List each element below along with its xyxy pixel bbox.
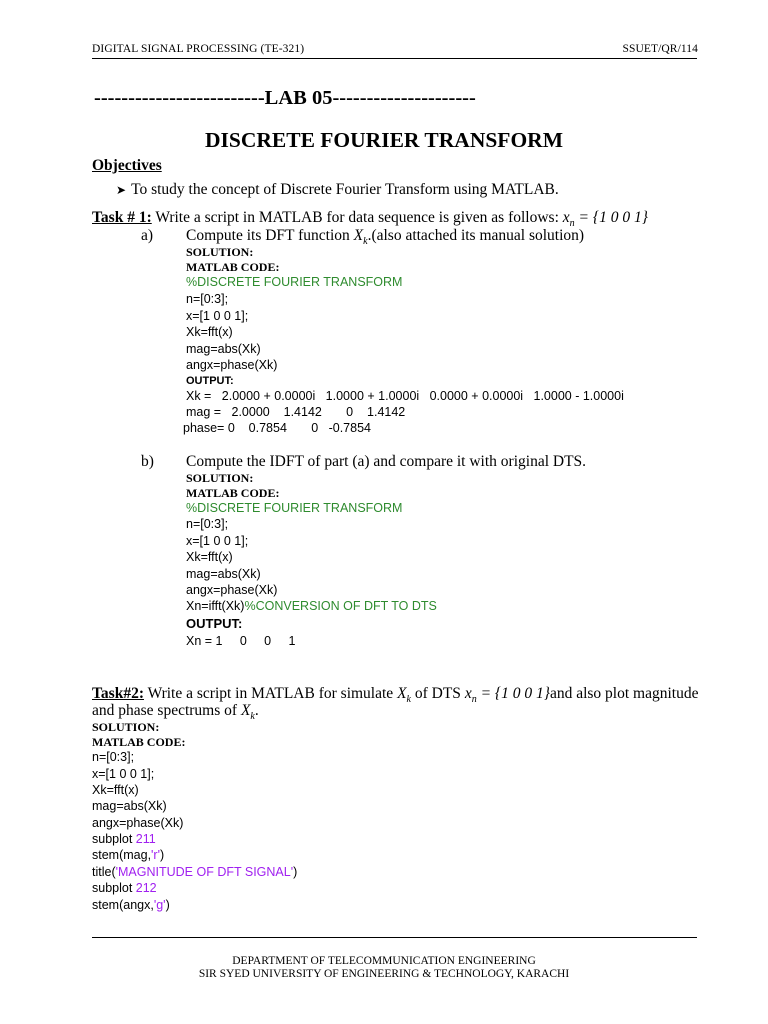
task1a-marker: a) bbox=[141, 227, 154, 244]
task1b-solution: SOLUTION: bbox=[186, 471, 254, 485]
task1a-output-line: Xk = 2.0000 + 0.0000i 1.0000 + 1.0000i 0.0000 + 0.0000i 1.0000 - 1.0000i bbox=[186, 389, 624, 403]
task2-code-line: x=[1 0 0 1]; bbox=[92, 767, 155, 781]
task2-seq-lhs: x bbox=[464, 685, 472, 702]
task1-seq-rhs: = {1 0 0 1} bbox=[574, 209, 648, 226]
stem-close: ) bbox=[165, 898, 170, 912]
task2-solution: SOLUTION: bbox=[92, 720, 160, 734]
objective-text: To study the concept of Discrete Fourier Transform using MATLAB. bbox=[131, 181, 559, 198]
task2-subplot-212 bbox=[92, 881, 157, 895]
task1a-code-line: angx=phase(Xk) bbox=[186, 358, 278, 372]
task1b-code-line: n=[0:3]; bbox=[186, 517, 229, 531]
task2-seq-rhs: = {1 0 0 1} bbox=[476, 685, 550, 702]
task2-line2-xk: X bbox=[240, 702, 251, 719]
task1a-output-heading: OUTPUT: bbox=[186, 375, 234, 387]
subplot-keyword: subplot bbox=[92, 832, 136, 846]
header-rule bbox=[92, 58, 697, 59]
task1b-output: Xn = 1 0 0 1 bbox=[186, 634, 296, 648]
task1a-code-heading: MATLAB CODE: bbox=[186, 260, 280, 274]
subplot-arg: 211 bbox=[135, 832, 156, 846]
task2-xk-sub: k bbox=[406, 694, 411, 706]
task1a-xk: X bbox=[353, 227, 364, 244]
header-course: DIGITAL SIGNAL PROCESSING (TE-321) bbox=[92, 43, 305, 55]
task2-subplot-211 bbox=[92, 832, 156, 846]
task1a-text-2: .(also attached its manual solution) bbox=[367, 227, 585, 244]
task2-stem-mag bbox=[92, 848, 164, 862]
objective-item bbox=[116, 181, 559, 199]
header-doc-code: SSUET/QR/114 bbox=[622, 43, 698, 55]
stem-color-arg: 'g' bbox=[153, 898, 166, 912]
task2-line2-end: . bbox=[254, 702, 259, 719]
title-call: title( bbox=[92, 865, 116, 879]
task1a-output-line: mag = 2.0000 1.4142 0 1.4142 bbox=[186, 405, 406, 419]
task1b-code-line: mag=abs(Xk) bbox=[186, 567, 261, 581]
task2-text-1: Write a script in MATLAB for simulate bbox=[143, 685, 398, 702]
task2-stem-angx bbox=[92, 898, 170, 912]
task1a-code-line: x=[1 0 0 1]; bbox=[186, 309, 249, 323]
task1b-code-line: x=[1 0 0 1]; bbox=[186, 534, 249, 548]
subplot-arg: 212 bbox=[135, 881, 157, 895]
objectives-heading: Objectives bbox=[92, 157, 162, 174]
task2-code-line: n=[0:3]; bbox=[92, 750, 135, 764]
task2-label: Task#2: bbox=[92, 685, 144, 702]
task1a-code-line: mag=abs(Xk) bbox=[186, 342, 261, 356]
task2-code-line: angx=phase(Xk) bbox=[92, 816, 184, 830]
task2-code-heading: MATLAB CODE: bbox=[92, 735, 186, 749]
task2-text-3: and also plot magnitude bbox=[549, 685, 699, 702]
footer-department: DEPARTMENT OF TELECOMMUNICATION ENGINEERING bbox=[232, 955, 536, 967]
stem-call: stem(mag, bbox=[92, 848, 152, 862]
page-title: DISCRETE FOURIER TRANSFORM bbox=[205, 128, 563, 152]
footer-university: SIR SYED UNIVERSITY OF ENGINEERING & TECHNOLOGY, KARACHI bbox=[198, 968, 570, 980]
stem-color-arg: 'r' bbox=[151, 848, 160, 862]
footer-rule bbox=[92, 937, 697, 938]
task2-line2-sub: k bbox=[250, 711, 255, 723]
task1b-code-line-ifft bbox=[186, 599, 437, 613]
task1b-output-heading: OUTPUT: bbox=[186, 616, 243, 631]
task2-line2-text: and phase spectrums of bbox=[92, 702, 241, 719]
task1a-solution: SOLUTION: bbox=[186, 245, 254, 259]
task2-seq-sub: n bbox=[471, 694, 477, 706]
task1a-code-line: Xk=fft(x) bbox=[186, 325, 233, 339]
task1-text: Write a script in MATLAB for data sequence is given as follows: bbox=[151, 209, 563, 226]
task2-xk: X bbox=[397, 685, 407, 702]
task2-code-line: mag=abs(Xk) bbox=[92, 799, 167, 813]
title-close: ) bbox=[293, 865, 298, 879]
task1b-code-line: Xk=fft(x) bbox=[186, 550, 233, 564]
task1a-output-line: phase= 0 0.7854 0 -0.7854 bbox=[183, 421, 371, 435]
task2-title-call bbox=[92, 865, 297, 879]
task1b-code-line: %DISCRETE FOURIER TRANSFORM bbox=[186, 501, 403, 515]
task1b-text: Compute the IDFT of part (a) and compare it with original DTS. bbox=[186, 453, 587, 470]
task1a-text-1: Compute its DFT function bbox=[186, 227, 354, 244]
task1b-marker: b) bbox=[141, 453, 154, 470]
task1b-ifft-comment: %CONVERSION OF DFT TO DTS bbox=[244, 599, 437, 613]
task1b-code-heading: MATLAB CODE: bbox=[186, 486, 280, 500]
lab-title: -------------------------LAB 05--------------------- bbox=[94, 87, 476, 109]
stem-call: stem(angx, bbox=[92, 898, 154, 912]
arrow-bullet-icon: ➤ bbox=[116, 183, 127, 197]
task2-text-2: of DTS bbox=[410, 685, 465, 702]
task1a-code-line: %DISCRETE FOURIER TRANSFORM bbox=[186, 275, 403, 289]
task1a-xk-sub: k bbox=[363, 236, 368, 248]
title-string: 'MAGNITUDE OF DFT SIGNAL' bbox=[115, 865, 294, 879]
task2-code-line: Xk=fft(x) bbox=[92, 783, 139, 797]
task1b-ifft-code: Xn=ifft(Xk) bbox=[186, 599, 245, 613]
subplot-keyword: subplot bbox=[92, 881, 136, 895]
task1b-code-line: angx=phase(Xk) bbox=[186, 583, 278, 597]
stem-close: ) bbox=[159, 848, 165, 862]
task1a-code-line: n=[0:3]; bbox=[186, 292, 229, 306]
task1-label: Task # 1: bbox=[92, 209, 152, 226]
task1-seq-sub: n bbox=[569, 218, 575, 230]
task1-seq-lhs: x bbox=[562, 209, 570, 226]
